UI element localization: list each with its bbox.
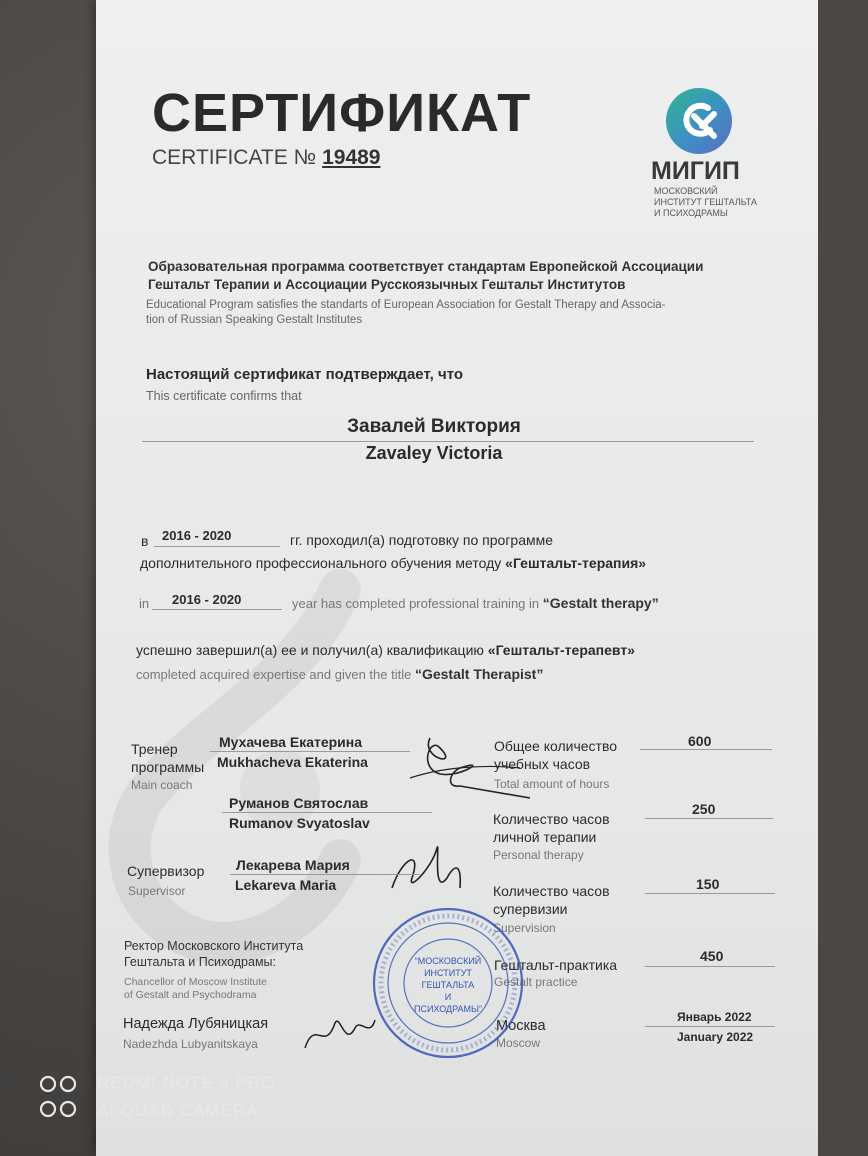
personal-therapy-label-ru: [493, 810, 610, 846]
personal-therapy-label-en: Personal therapy: [493, 848, 584, 862]
recipient-name-ru: Завалей Виктория: [347, 416, 521, 437]
migip-logo-icon: [664, 86, 734, 156]
logo-subtitle-line: ИНСТИТУТ ГЕШТАЛЬТА: [654, 197, 757, 207]
training-years-ru: 2016 - 2020: [162, 528, 232, 543]
supervision-value: 150: [696, 876, 720, 892]
certificate-title: СЕРТИФИКАТ: [152, 83, 532, 143]
camera-subtitle: AI QUAD CAMERA: [97, 1101, 259, 1120]
certificate-number-label: CERTIFICATE №: [152, 146, 317, 169]
date-ru: Январь 2022: [677, 1010, 752, 1024]
training-text-ru-2: дополнительного профессионального обучения методу: [140, 555, 502, 571]
qualification-title-ru: «Гештальт-терапевт»: [487, 642, 635, 658]
city-en: Moscow: [496, 1036, 541, 1050]
recipient-name-en: Zavaley Victoria: [365, 443, 503, 463]
rector-signature: [300, 1008, 380, 1058]
coach2-name-en: Rumanov Svyatoslav: [229, 815, 370, 831]
coach-label-line: программы: [131, 759, 205, 775]
coach-label-line: Тренер: [131, 741, 178, 757]
city-ru: Москва: [496, 1018, 546, 1034]
qualification-title-en: “Gestalt Therapist”: [414, 666, 544, 682]
stamp-text-1: “МОСКОВСКИЙ: [414, 956, 482, 966]
supervision-underline: [645, 893, 775, 894]
total-hours-label-ru: [494, 737, 617, 773]
institute-stamp: [371, 906, 525, 1060]
standards-en-line: tion of Russian Speaking Gestalt Institutes: [146, 314, 363, 326]
qualification-en-line: [136, 666, 543, 682]
coach-label-en: Main coach: [131, 778, 193, 792]
years-underline: [154, 546, 280, 547]
years-underline-en: [152, 609, 282, 610]
rector-label-en: [124, 976, 267, 1002]
camera-model: REDMI NOTE 8 PRO: [97, 1073, 276, 1092]
coach2-name-ru: Руманов Святослав: [229, 795, 369, 811]
name-divider: [142, 441, 754, 442]
total-hours-value: 600: [688, 733, 712, 749]
total-hours-label-en: Total amount of hours: [494, 777, 610, 791]
training-text-en-line: [292, 595, 659, 611]
supervision-label-en: Supervision: [493, 921, 556, 935]
practice-label-en: Gestalt practice: [494, 975, 578, 989]
practice-underline: [645, 966, 775, 967]
rector-label-line: Гештальта и Психодрамы:: [124, 955, 276, 969]
stamp-text-2: ИНСТИТУТ: [424, 968, 472, 978]
coach1-name-ru: Мухачева Екатерина: [219, 734, 363, 750]
date-underline: [645, 1026, 775, 1027]
standards-ru-line: Гештальт Терапии и Ассоциации Русскоязычных Гештальт Институтов: [148, 277, 626, 292]
logo-subtitle-line: МОСКОВСКИЙ: [654, 186, 718, 196]
personal-therapy-label-line: личной терапии: [493, 829, 597, 845]
qualification-ru-line: [136, 642, 635, 658]
qualification-text-en: completed acquired expertise and given the title: [136, 667, 412, 682]
confirm-en: This certificate confirms that: [146, 389, 302, 403]
supervisor-underline: [230, 874, 420, 875]
total-hours-label-line: Общее количество: [494, 738, 618, 754]
rector-label-ru: [124, 938, 303, 970]
rector-name-en: Nadezhda Lubyanitskaya: [123, 1037, 258, 1051]
camera-logo-icon: [38, 1073, 80, 1121]
practice-value: 450: [700, 948, 724, 964]
training-text-en: year has completed professional training in: [292, 596, 540, 611]
supervisor-name-ru: Лекарева Мария: [236, 857, 350, 873]
qualification-text-ru: успешно завершил(а) ее и получил(а) квалификацию: [136, 642, 484, 658]
rector-label-line: Ректор Московского Института: [124, 939, 304, 953]
confirm-ru: Настоящий сертификат подтверждает, что: [146, 366, 464, 383]
coach1-name-en: Mukhacheva Ekaterina: [217, 754, 368, 770]
stamp-text-5: ПСИХОДРАМЫ”: [414, 1004, 482, 1014]
stamp-text-3: ГЕШТАЛЬТА: [421, 980, 475, 990]
standards-ru-line: Образовательная программа соответствует стандартам Европейской Ассоциации: [148, 259, 704, 274]
logo-name: МИГИП: [651, 157, 740, 185]
coach1-underline: [210, 751, 410, 752]
total-hours-underline: [640, 749, 772, 750]
training-program-en: “Gestalt therapy”: [542, 595, 659, 611]
supervisor-signature: [382, 838, 472, 908]
logo-subtitle-line: И ПСИХОДРАМЫ: [654, 208, 728, 218]
training-years-en: 2016 - 2020: [172, 592, 242, 607]
training-text-ru-2-line: [140, 555, 646, 571]
stamp-text-4: И: [444, 992, 452, 1002]
supervisor-label-ru: Супервизор: [127, 863, 205, 879]
rector-label-en-line: Chancellor of Moscow Institute: [124, 976, 267, 988]
standards-en-line: Educational Program satisfies the standarts of European Association for Gestalt Therapy and Associa-: [146, 299, 666, 311]
training-prefix-en: in: [139, 596, 150, 611]
background-right: [818, 0, 868, 1156]
supervisor-label-en: Supervisor: [128, 884, 186, 898]
coach-label-ru: [131, 740, 204, 776]
logo-subtitle: [654, 186, 764, 219]
practice-label-ru: Гештальт-практика: [494, 957, 618, 973]
personal-therapy-value: 250: [692, 801, 716, 817]
training-program-ru: «Гештальт-терапия»: [505, 555, 647, 571]
certificate-number-line: [152, 146, 381, 170]
standards-en: [146, 298, 686, 328]
coach2-underline: [222, 812, 432, 813]
training-text-ru-1: гг. проходил(а) подготовку по программе: [290, 532, 554, 548]
total-hours-label-line: учебных часов: [494, 756, 591, 772]
rector-label-en-line: of Gestalt and Psychodrama: [124, 989, 257, 1001]
training-prefix-ru: в: [141, 533, 149, 549]
supervision-label-line: Количество часов: [493, 883, 610, 899]
rector-name-ru: Надежда Лубяницкая: [123, 1016, 269, 1032]
date-en: January 2022: [677, 1030, 754, 1044]
supervision-label-line: супервизии: [493, 901, 568, 917]
personal-therapy-underline: [645, 818, 773, 819]
supervisor-name-en: Lekareva Maria: [235, 877, 337, 893]
standards-ru: [148, 258, 728, 294]
personal-therapy-label-line: Количество часов: [493, 811, 610, 827]
certificate-number: 19489: [322, 146, 381, 169]
